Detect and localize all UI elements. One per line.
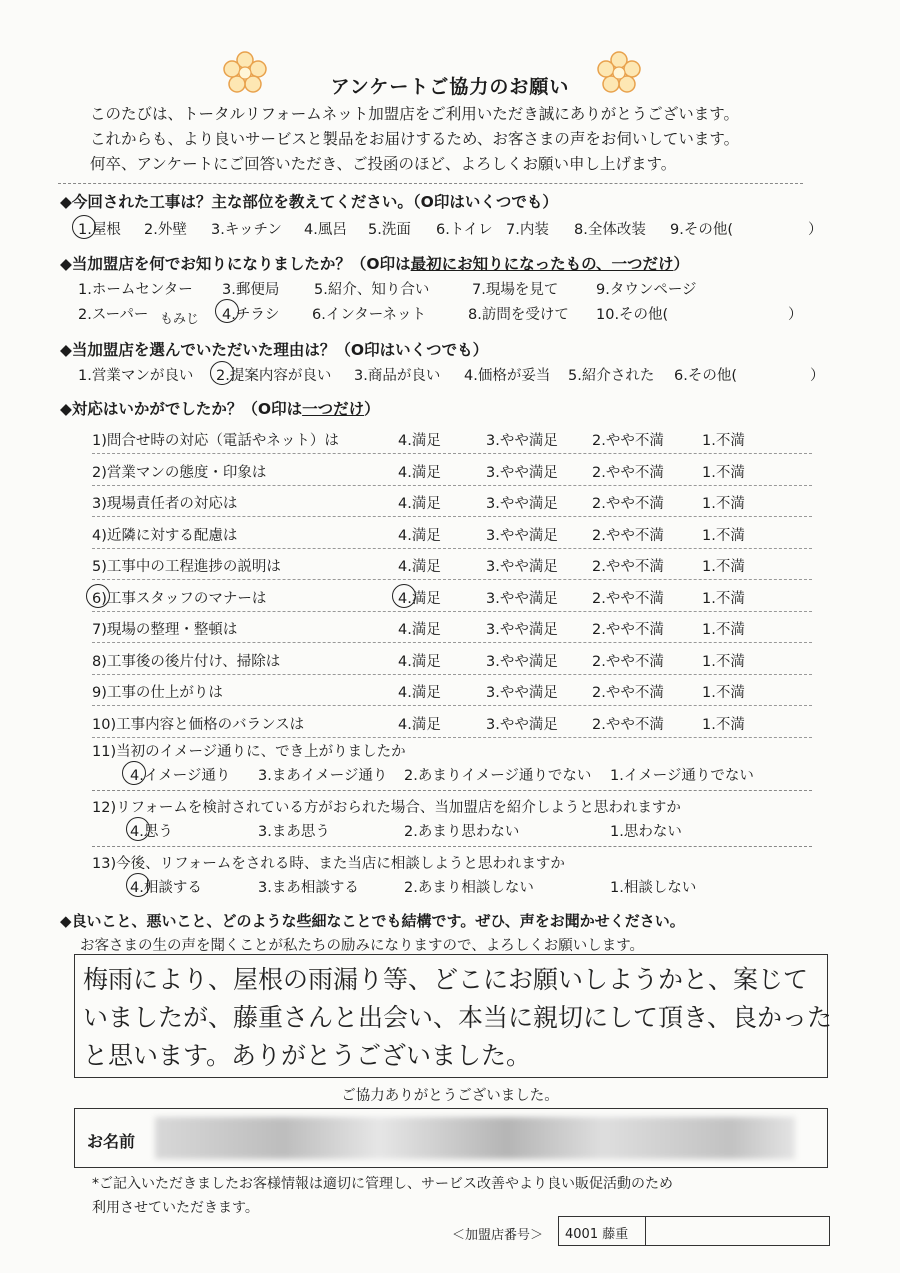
option-9[interactable]: 9.タウンページ [596, 282, 697, 298]
option-4[interactable]: 4.イメージ通り [130, 768, 231, 784]
rating-option[interactable]: 2.やや不満 [592, 653, 664, 670]
rating-question: 4)近隣に対する配慮は [92, 527, 238, 544]
option-3[interactable]: 3.まあ思う [258, 824, 330, 840]
question-13: 13)今後、リフォームをされる時、また当店に相談しようと思われますか [92, 856, 565, 872]
divider [92, 846, 812, 847]
handwritten-line-2: いましたが、藤重さんと出会い、本当に親切にして頂き、良かった [83, 1003, 833, 1032]
option-5[interactable]: 5.洗面 [368, 222, 411, 238]
privacy-notice: *ご記入いただきましたお客様情報は適切に管理し、サービス改善やより良い販促活動のため 利用させていただきます。 [92, 1176, 673, 1216]
rating-row [92, 643, 812, 675]
option-6[interactable]: 6.インターネット [312, 307, 427, 323]
option-6[interactable]: 6.その他( [674, 368, 737, 384]
rating-option[interactable]: 1.不満 [702, 653, 745, 670]
store-number-field[interactable] [558, 1216, 830, 1246]
rating-question: 5)工事中の工程進捗の説明は [92, 559, 281, 575]
rating-question: 2)営業マンの態度・印象は [92, 464, 267, 481]
rating-option[interactable]: 4.満足 [398, 622, 441, 638]
selection-circle [392, 584, 416, 608]
selection-circle [126, 817, 150, 841]
option-1[interactable]: 1.ホームセンター [78, 282, 193, 298]
rating-option[interactable]: 4.満足 [398, 496, 441, 512]
option-8[interactable]: 8.全体改装 [574, 222, 646, 238]
option-2[interactable]: 2.あまり思わない [404, 824, 520, 840]
divider [58, 183, 803, 184]
rating-question: 7)現場の整理・整頓は [92, 622, 238, 638]
rating-question: 6)工事スタッフのマナーは [92, 590, 267, 607]
option-4-flyer[interactable]: 4.チラシ [222, 307, 280, 323]
option-3[interactable]: 3.まあ相談する [258, 880, 359, 896]
rating-option[interactable]: 3.やや満足 [486, 653, 558, 670]
rating-option[interactable]: 1.不満 [702, 590, 745, 607]
rating-option[interactable]: 1.不満 [702, 433, 745, 449]
option-3[interactable]: 3.まあイメージ通り [258, 768, 388, 784]
selection-circle [72, 215, 96, 239]
rating-option[interactable]: 2.やや不満 [592, 559, 664, 575]
rating-option[interactable]: 4.満足 [398, 590, 441, 607]
rating-option[interactable]: 4.満足 [398, 716, 441, 733]
question-11-options [130, 764, 830, 788]
question-13-options [130, 876, 830, 900]
question-3: ◆当加盟店を選んでいただいた理由は？（O印はいくつでも） [60, 341, 489, 359]
rating-row [92, 706, 812, 738]
rating-option[interactable]: 1.不満 [702, 496, 745, 512]
selection-circle [215, 299, 239, 323]
page-title: アンケートご協力のお願い [330, 76, 570, 98]
option-2-proposal[interactable]: 2.提案内容が良い [216, 368, 332, 384]
rating-option[interactable]: 2.やや不満 [592, 622, 664, 638]
rating-option[interactable]: 1.不満 [702, 716, 745, 733]
rating-option[interactable]: 3.やや満足 [486, 433, 558, 449]
question-1-options: 1.屋根 2.外壁 3.キッチン 4.風呂 5.洗面 6.トイレ 7.内装 8.全体改装 9.その他( ） [78, 218, 838, 242]
rating-question: 1)問合せ時の対応（電話やネット）は [92, 433, 339, 449]
divider [92, 790, 812, 791]
option-2[interactable]: 2.スーパー [78, 307, 149, 323]
option-5[interactable]: 5.紹介された [568, 368, 655, 384]
option-3[interactable]: 3.郵便局 [222, 282, 280, 298]
rating-row [92, 548, 812, 580]
rating-option[interactable]: 1.不満 [702, 685, 745, 701]
option-1[interactable]: 1.イメージ通りでない [610, 768, 754, 784]
rating-row [92, 580, 812, 612]
name-label: お名前 [87, 1132, 136, 1151]
handwritten-line-3: と思います。ありがとうございました。 [83, 1041, 532, 1070]
question-11: 11)当初のイメージ通りに、でき上がりましたか [92, 744, 406, 760]
selection-circle [210, 361, 234, 385]
store-number-value: 4001 藤重 [565, 1227, 629, 1242]
rating-question: 3)現場責任者の対応は [92, 496, 238, 512]
rating-option[interactable]: 4.満足 [398, 433, 441, 449]
comments-prompt: ◆良いこと、悪いこと、どのような些細なことでも結構です。ぜひ、声をお聞かせください。 [60, 912, 685, 930]
row-divider [92, 737, 812, 738]
rating-question: 10)工事内容と価格のバランスは [92, 716, 305, 733]
option-4[interactable]: 4.風呂 [304, 222, 347, 238]
option-4[interactable]: 4.思う [130, 824, 173, 840]
option-8[interactable]: 8.訪問を受けて [468, 307, 569, 323]
option-9[interactable]: 9.その他( [670, 222, 733, 238]
rating-option[interactable]: 2.やや不満 [592, 590, 664, 607]
rating-option[interactable]: 3.やや満足 [486, 685, 558, 701]
rating-question: 9)工事の仕上がりは [92, 685, 223, 701]
rating-option[interactable]: 2.やや不満 [592, 464, 664, 481]
rating-option[interactable]: 2.やや不満 [592, 685, 664, 701]
intro-text: このたびは、トータルリフォームネット加盟店をご利用いただき誠にありがとうございます。 これからも、より良いサービスと製品をお届けするため、お客さまの声をお伺いしています。 何卒、アンケートにご回答いただき、ご投函のほど、よろしくお願い申し上げます。 [90, 105, 740, 173]
rating-option[interactable]: 3.やや満足 [486, 496, 558, 512]
rating-row [92, 454, 812, 486]
rating-option[interactable]: 3.やや満足 [486, 559, 558, 575]
option-1[interactable]: 1.思わない [610, 824, 682, 840]
option-1-roof[interactable]: 1.屋根 [78, 222, 121, 238]
question-3-options: 1.営業マンが良い 2.提案内容が良い 3.商品が良い 4.価格が妥当 5.紹介された 6.その他( ） [78, 364, 838, 388]
selection-circle [86, 584, 110, 608]
rating-option[interactable]: 1.不満 [702, 559, 745, 575]
rating-option[interactable]: 2.やや不満 [592, 496, 664, 512]
option-1[interactable]: 1.相談しない [610, 880, 697, 896]
option-10[interactable]: 10.その他( [596, 307, 669, 323]
rating-option[interactable]: 2.やや不満 [592, 433, 664, 449]
handwritten-line-1: 梅雨により、屋根の雨漏り等、どこにお願いしようかと、案じて [83, 965, 809, 994]
selection-circle [126, 873, 150, 897]
option-1[interactable]: 1.営業マンが良い [78, 368, 194, 384]
rating-row [92, 485, 812, 517]
rating-row [92, 674, 812, 706]
rating-option[interactable]: 4.満足 [398, 464, 441, 481]
rating-option[interactable]: 1.不満 [702, 622, 745, 638]
option-3[interactable]: 3.商品が良い [354, 368, 441, 384]
rating-option[interactable]: 2.やや不満 [592, 527, 664, 544]
question-12-options [130, 820, 830, 844]
option-3[interactable]: 3.キッチン [211, 222, 282, 238]
thanks-text: ご協力ありがとうございました。 [341, 1088, 559, 1104]
rating-option[interactable]: 3.やや満足 [486, 590, 558, 607]
comments-prompt-2: お客さまの生の声を聞くことが私たちの励みになりますので、よろしくお願いします。 [80, 938, 645, 954]
question-4: ◆対応はいかがでしたか？（O印は一つだけ） [60, 400, 380, 418]
question-12: 12)リフォームを検討されている方がおられた場合、当加盟店を紹介しようと思われますか [92, 800, 681, 816]
rating-option[interactable]: 1.不満 [702, 464, 745, 481]
rating-question: 8)工事後の後片付け、掃除は [92, 653, 281, 670]
rating-option[interactable]: 4.満足 [398, 653, 441, 670]
rating-row [92, 517, 812, 549]
option-4[interactable]: 4.相談する [130, 880, 202, 896]
option-5[interactable]: 5.紹介、知り合い [314, 282, 430, 298]
rating-option[interactable]: 4.満足 [398, 559, 441, 575]
handwritten-note: もみじ [160, 312, 200, 327]
rating-option[interactable]: 1.不満 [702, 527, 745, 544]
option-7[interactable]: 7.現場を見て [472, 282, 559, 298]
question-2-options: 1.ホームセンター 3.郵便局 5.紹介、知り合い 7.現場を見て 9.タウンページ 2.スーパー 4.チラシ 6.インターネット 8.訪問を受けて 10.その他( ） [78, 278, 838, 330]
question-2: ◆当加盟店を何でお知りになりましたか？（O印は最初にお知りになったもの、一つだけ） [60, 255, 690, 273]
rating-row [92, 422, 812, 454]
option-2[interactable]: 2.あまり相談しない [404, 880, 534, 896]
redacted-name [155, 1117, 795, 1159]
option-2[interactable]: 2.あまりイメージ通りでない [404, 768, 592, 784]
question-1: ◆今回された工事は？主な部位を教えてください。（O印はいくつでも） [60, 193, 558, 211]
rating-option[interactable]: 2.やや不満 [592, 716, 664, 733]
rating-row [92, 611, 812, 643]
rating-option[interactable]: 4.満足 [398, 527, 441, 544]
option-4[interactable]: 4.価格が妥当 [464, 368, 551, 384]
option-7[interactable]: 7.内装 [506, 222, 549, 238]
rating-option[interactable]: 3.やや満足 [486, 716, 558, 733]
selection-circle [122, 761, 146, 785]
rating-option[interactable]: 3.やや満足 [486, 527, 558, 544]
option-6[interactable]: 6.トイレ [436, 222, 493, 238]
rating-option[interactable]: 4.満足 [398, 685, 441, 701]
rating-option[interactable]: 3.やや満足 [486, 464, 558, 481]
store-number-label: ＜加盟店番号＞ [452, 1228, 544, 1243]
option-2[interactable]: 2.外壁 [144, 222, 187, 238]
name-field[interactable] [74, 1108, 828, 1168]
rating-option[interactable]: 3.やや満足 [486, 622, 558, 638]
comments-box[interactable] [74, 954, 833, 1078]
